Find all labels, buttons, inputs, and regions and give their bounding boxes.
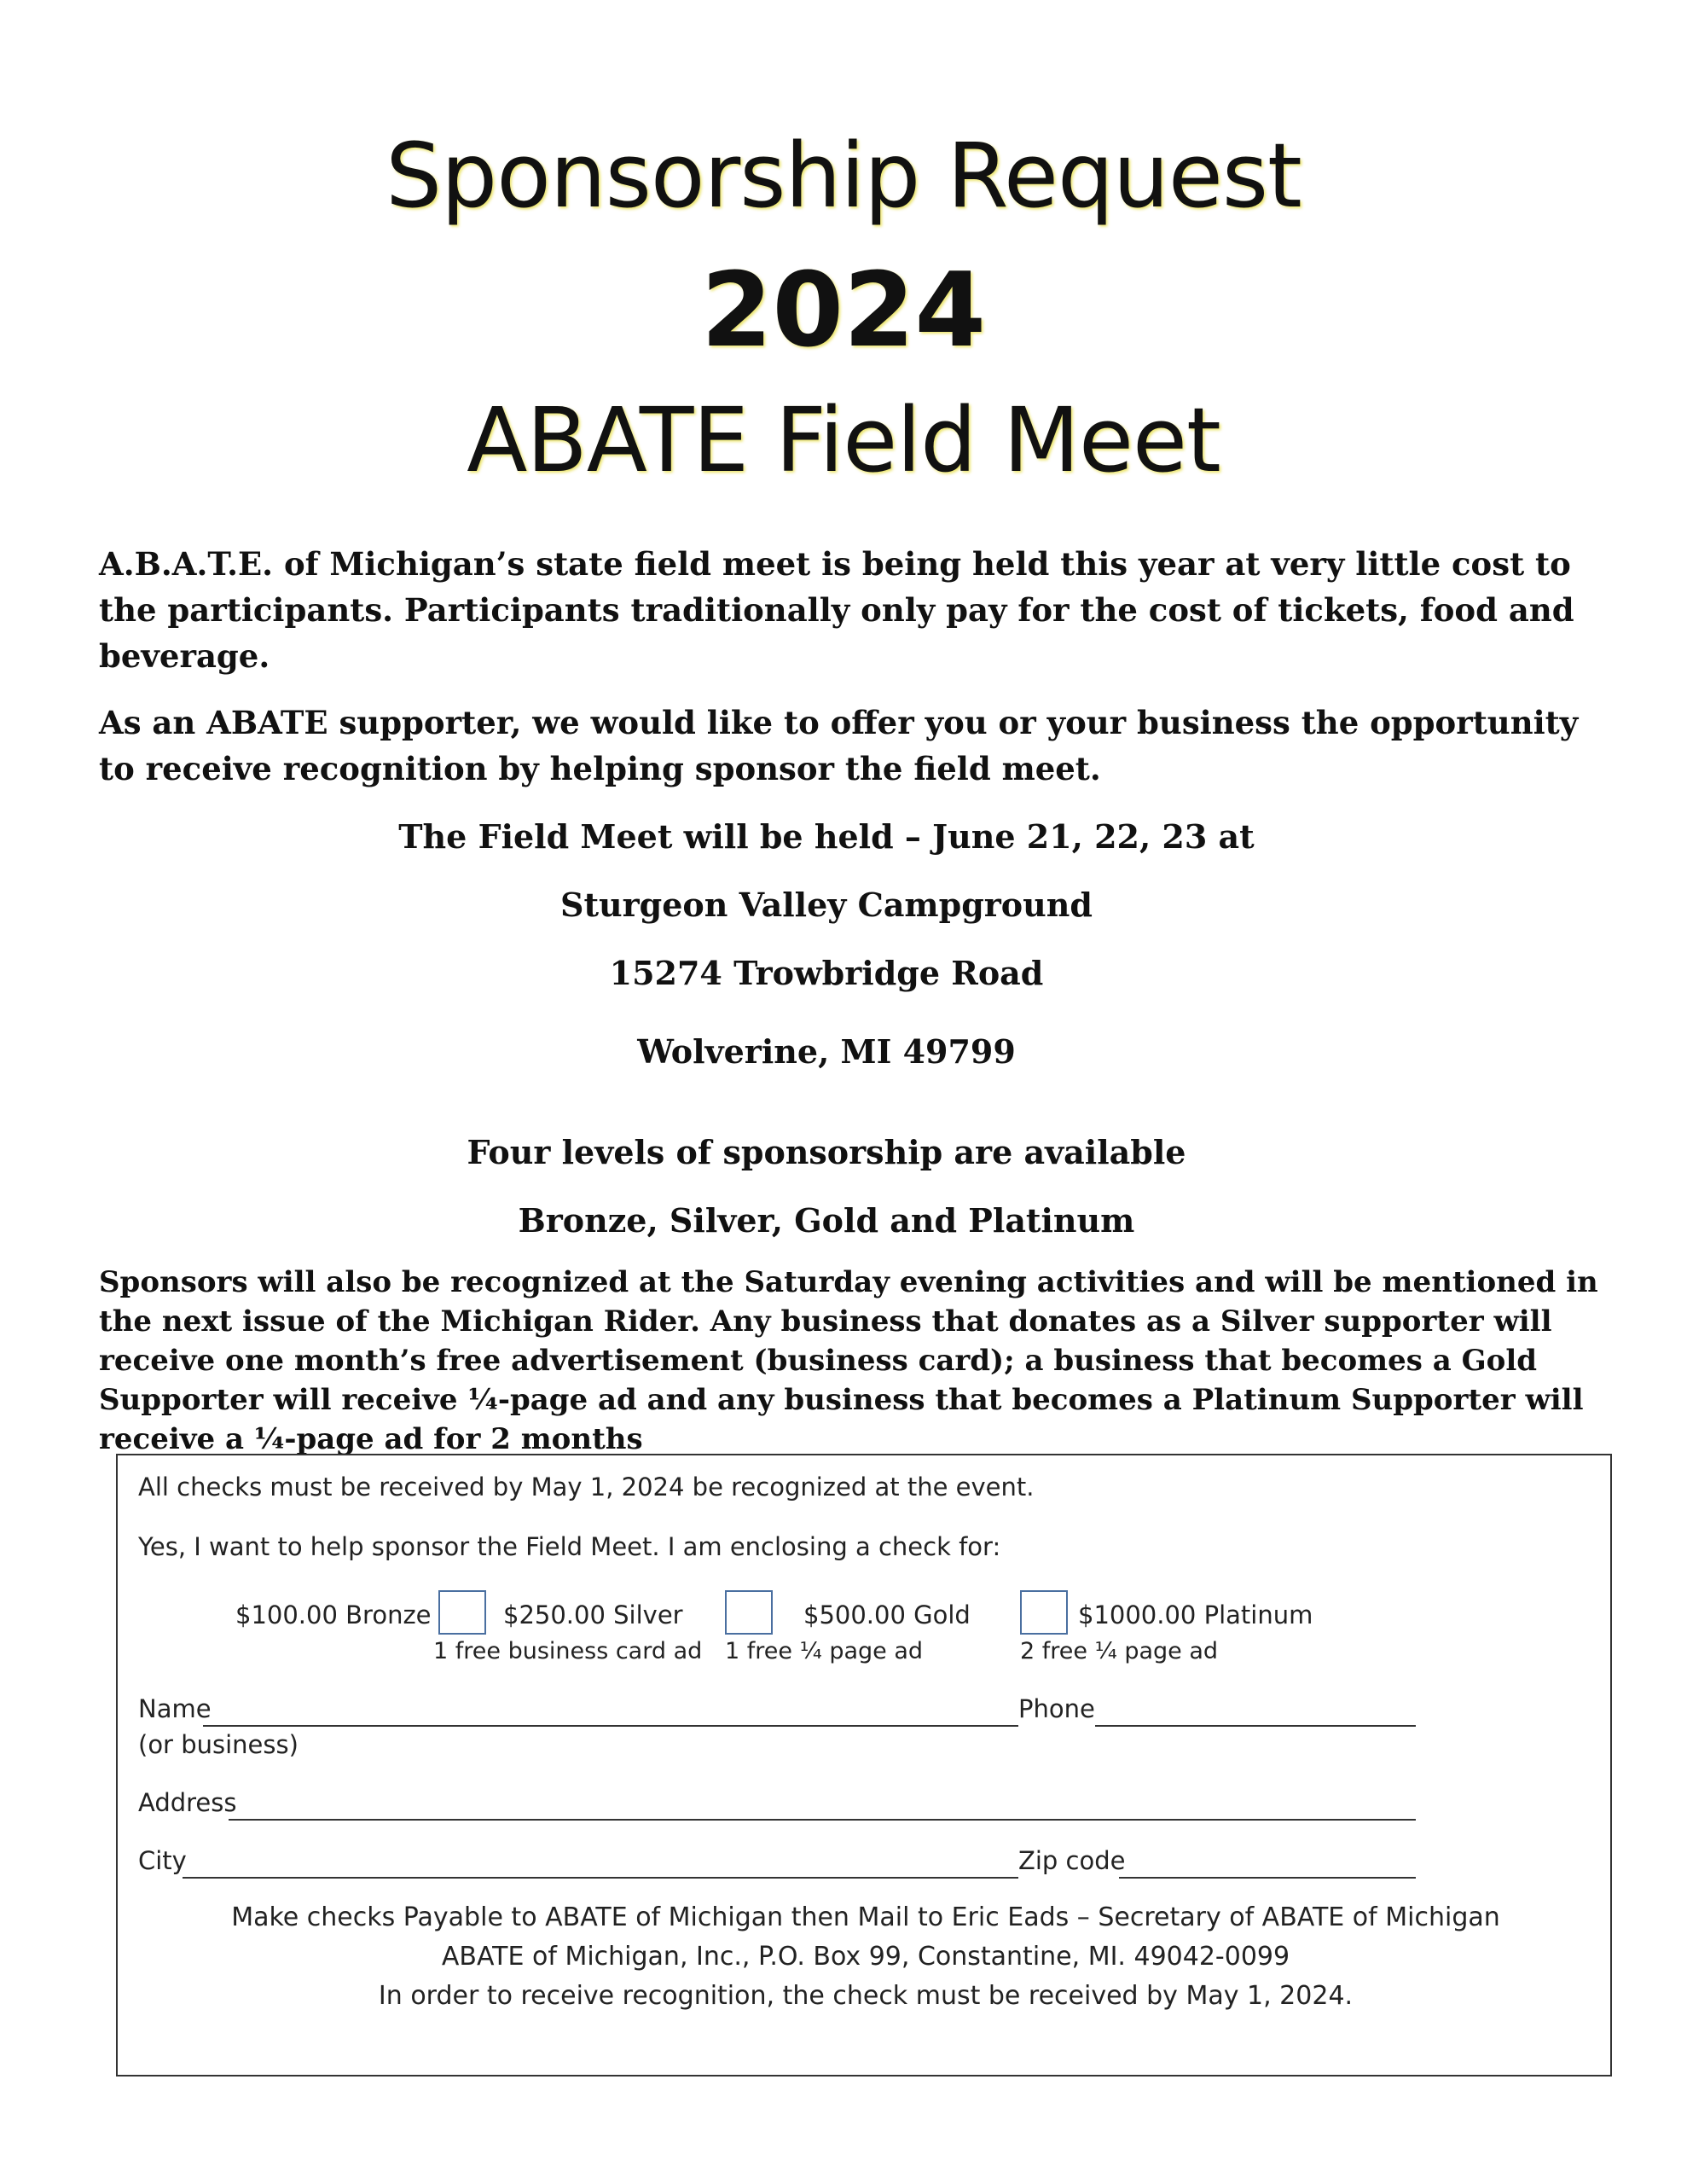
phone-field[interactable]: [1095, 1725, 1416, 1727]
intro-paragraph-1: A.B.A.T.E. of Michigan’s state field meet is being held this year at very little cost to the participants. Participants traditionally only pay for the cost of tickets, food and beverage.: [99, 545, 1574, 675]
event-dates: The Field Meet will be held – June 21, 22, 23 at: [398, 817, 1255, 856]
silver-checkbox[interactable]: [438, 1590, 486, 1635]
venue-name: Sturgeon Valley Campground: [560, 886, 1093, 924]
recognition-deadline: In order to receive recognition, the check must be received by May 1, 2024.: [378, 1981, 1354, 2011]
levels-names: Bronze, Silver, Gold and Platinum: [518, 1201, 1135, 1240]
option-platinum-note: 2 free ¼ page ad: [1020, 1638, 1219, 1664]
gold-checkbox[interactable]: [725, 1590, 773, 1635]
venue-street: 15274 Trowbridge Road: [609, 954, 1044, 992]
address-label: Address: [138, 1788, 237, 1817]
option-gold-label: $500.00 Gold: [803, 1600, 971, 1629]
name-field[interactable]: [203, 1725, 1018, 1727]
option-platinum-label: $1000.00 Platinum: [1078, 1600, 1313, 1629]
mailing-address: ABATE of Michigan, Inc., P.O. Box 99, Constantine, MI. 49042-0099: [441, 1942, 1290, 1972]
zip-label: Zip code: [1018, 1846, 1126, 1875]
mail-instructions: Make checks Payable to ABATE of Michigan then Mail to Eric Eads – Secretary of ABATE of Michigan: [231, 1902, 1500, 1932]
enclosing-text: Yes, I want to help sponsor the Field Meet. I am enclosing a check for:: [138, 1532, 1001, 1561]
name-label: Name: [138, 1694, 212, 1723]
name-sub-label: (or business): [138, 1730, 299, 1759]
option-silver-label: $250.00 Silver: [503, 1600, 683, 1629]
phone-label: Phone: [1018, 1694, 1095, 1723]
deadline-note: All checks must be received by May 1, 2024 be recognized at the event.: [138, 1472, 1035, 1502]
page-title: Sponsorship Request: [386, 124, 1301, 228]
platinum-checkbox[interactable]: [1020, 1590, 1068, 1635]
address-field[interactable]: [229, 1819, 1416, 1821]
venue-city: Wolverine, MI 49799: [637, 1032, 1016, 1071]
zip-field[interactable]: [1119, 1877, 1416, 1879]
recognition-paragraph: Sponsors will also be recognized at the Saturday evening activities and will be mentioned in the next issue of the Michigan Rider. Any business that donates as a Silver supporter will receive one month’s free advertisement (business card); a business that becomes a Gold Supporter will receive ¼-page ad and any business that becomes a Platinum Supporter will receive a ¼-page ad for 2 months: [99, 1265, 1598, 1456]
intro-paragraph-2: As an ABATE supporter, we would like to offer you or your business the opportunity to receive recognition by helping sponsor the field meet.: [99, 704, 1579, 787]
city-field[interactable]: [183, 1877, 1018, 1879]
option-bronze-label: $100.00 Bronze: [235, 1600, 432, 1629]
option-gold-note: 1 free ¼ page ad: [725, 1638, 924, 1664]
event-name: ABATE Field Meet: [467, 388, 1220, 492]
levels-heading: Four levels of sponsorship are available: [467, 1133, 1186, 1171]
sponsorship-form: [116, 1454, 1612, 2077]
city-label: City: [138, 1846, 187, 1875]
page-year: 2024: [701, 252, 986, 370]
option-silver-note: 1 free business card ad: [433, 1638, 703, 1664]
